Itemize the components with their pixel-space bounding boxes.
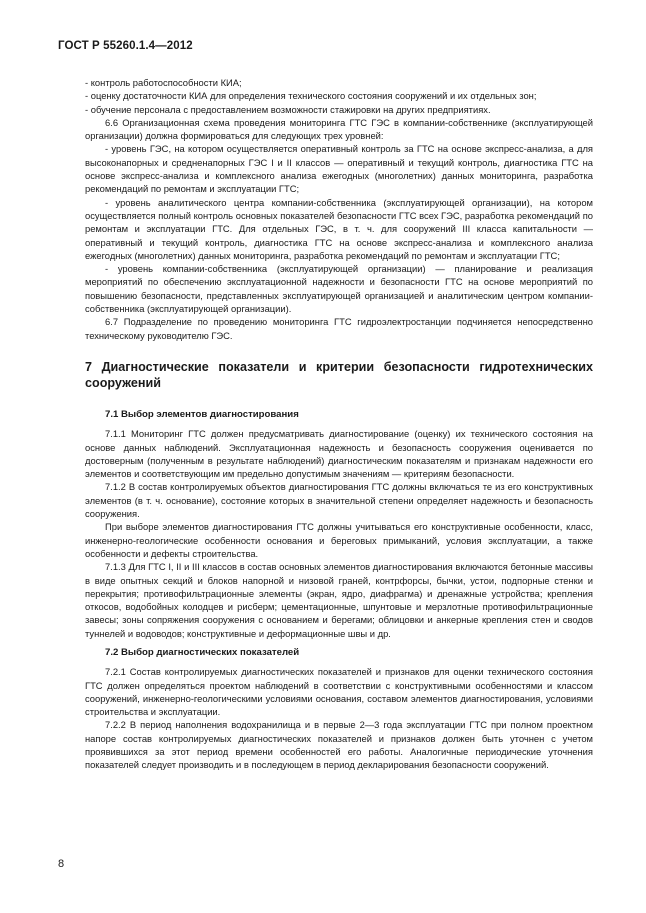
clause-7-2-2: 7.2.2 В период наполнения водохранилища и в первые 2—3 года эксплуатации ГТС при полном проектном напоре состав контролируемых диагностических показателей и признаков должен быть уточнен с учетом проявившихся за этот период времени особенностей его работы. Аналогичные периодические уточнения показателей следует производить и в последующем в период декларирования безопасности сооружений. — [85, 719, 593, 771]
subsection-title: 7.1 Выбор элементов диагностирования — [105, 408, 299, 420]
page-number: 8 — [58, 858, 65, 870]
list-item: - оценку достаточности КИА для определения технического состояния сооружений и их отдельных зон; — [85, 90, 537, 102]
clause-6-7: 6.7 Подразделение по проведению мониторинга ГТС гидроэлектростанции подчиняется непосредственно техническому руководителю ГЭС. — [85, 316, 593, 341]
list-item: - обучение персонала с предоставлением возможности стажировки на других предприятиях. — [85, 103, 491, 115]
clause-7-2-1: 7.2.1 Состав контролируемых диагностических показателей и признаков для оценки технического состояния ГТС должен определяться проектом наблюдений в соответствии с конструктивными особенностями и классом сооружений, инженерно-геологическими условиями основания, составом элементов диагностирования, условиями строительства и эксплуатации. — [85, 666, 593, 718]
section-title: 7 Диагностические показатели и критерии безопасности гидротехнических сооружений — [85, 359, 593, 391]
clause-6-6: 6.6 Организационная схема проведения мониторинга ГТС ГЭС в компании-собственнике (эксплуатирующей организации) должна формироваться для следующих трех уровней: — [85, 116, 593, 142]
subsection-title: 7.2 Выбор диагностических показателей — [105, 646, 300, 658]
list-item: - контроль работоспособности КИА; — [85, 77, 242, 88]
list-item: - уровень компании-собственника (эксплуатирующей организации) — планирование и реализация мероприятий по обеспечению эксплуатационной надежности и безопасности ГТС на основе мероприятий по повышению безопасности, представленных эксплуатирующей организацией и аналитическим центром компании-собственника (эксплуатирующей организации). — [85, 263, 593, 315]
paragraph: При выборе элементов диагностирования ГТС должны учитываться его конструктивные особенности, класс, инженерно-геологические особенности основания и береговых примыканий, условия эксплуатации, а также особенности и дефекты строительства. — [85, 521, 593, 559]
document-body — [85, 76, 593, 772]
document-header: ГОСТ Р 55260.1.4—2012 — [58, 40, 193, 52]
clause-7-1-3: 7.1.3 Для ГТС I, II и III классов в состав основных элементов диагностирования включаются бетонные массивы в виде опытных секций и блоков напорной и низовой граней, контрфорсы, бычки, устои, подпорные стенки и перекрытия; противофильтрационные элементы (экран, ядро, диафрагма) и дренажные устройства; крепления откосов, водобойных колодцев и рисберм; цементационные, шпунтовые и мерзлотные противофильтрационные завесы; зоны сопряжения сооружения с основанием и берегами; облицовки и анкерные крепления стен и сводов туннелей и водоводов; конструктивные и деформационные швы и др. — [85, 561, 593, 639]
clause-7-1-1: 7.1.1 Мониторинг ГТС должен предусматривать диагностирование (оценку) их технического состояния на основе данных наблюдений. Эксплуатационная надежность и безопасность сооружения оценивается по достоверным (полученным в результате наблюдений) диагностическим показателям и признакам надежности его элементов и соответствующим им предельно допустимым значениям — критериям безопасности. — [85, 428, 593, 480]
clause-7-1-2: 7.1.2 В состав контролируемых объектов диагностирования ГТС должны включаться те из его конструктивных элементов (в т. ч. основание), состояние которых в значительной степени определяет надежность и безопасность сооружения. — [85, 481, 593, 520]
list-item: - уровень аналитического центра компании-собственника (эксплуатирующей организации), на котором осуществляется полный контроль основных показателей безопасности ГТС всех ГЭС, разработка рекомендаций по ремонтам и эксплуатации ГТС. Для отдельных ГЭС, в т. ч. для сооружений III класса капитальности — оперативный и текущий контроль, диагностика ГТС на основе экспресс-анализа и комплексного анализа ежегодных (многолетних) данных мониторинга, разработка рекомендаций по ремонтам и эксплуатации ГТС; — [85, 196, 593, 261]
list-item: - уровень ГЭС, на котором осуществляется оперативный контроль за ГТС на основе экспресс-анализа, а для высоконапорных и средненапорных ГЭС I и II классов — оперативный и текущий контроль, диагностика ГТС на основе экспресс-анализа и комплексного анализа ежегодных (многолетних) данных мониторинга, разработка рекомендаций по ремонтам и эксплуатации ГТС; — [85, 143, 593, 195]
